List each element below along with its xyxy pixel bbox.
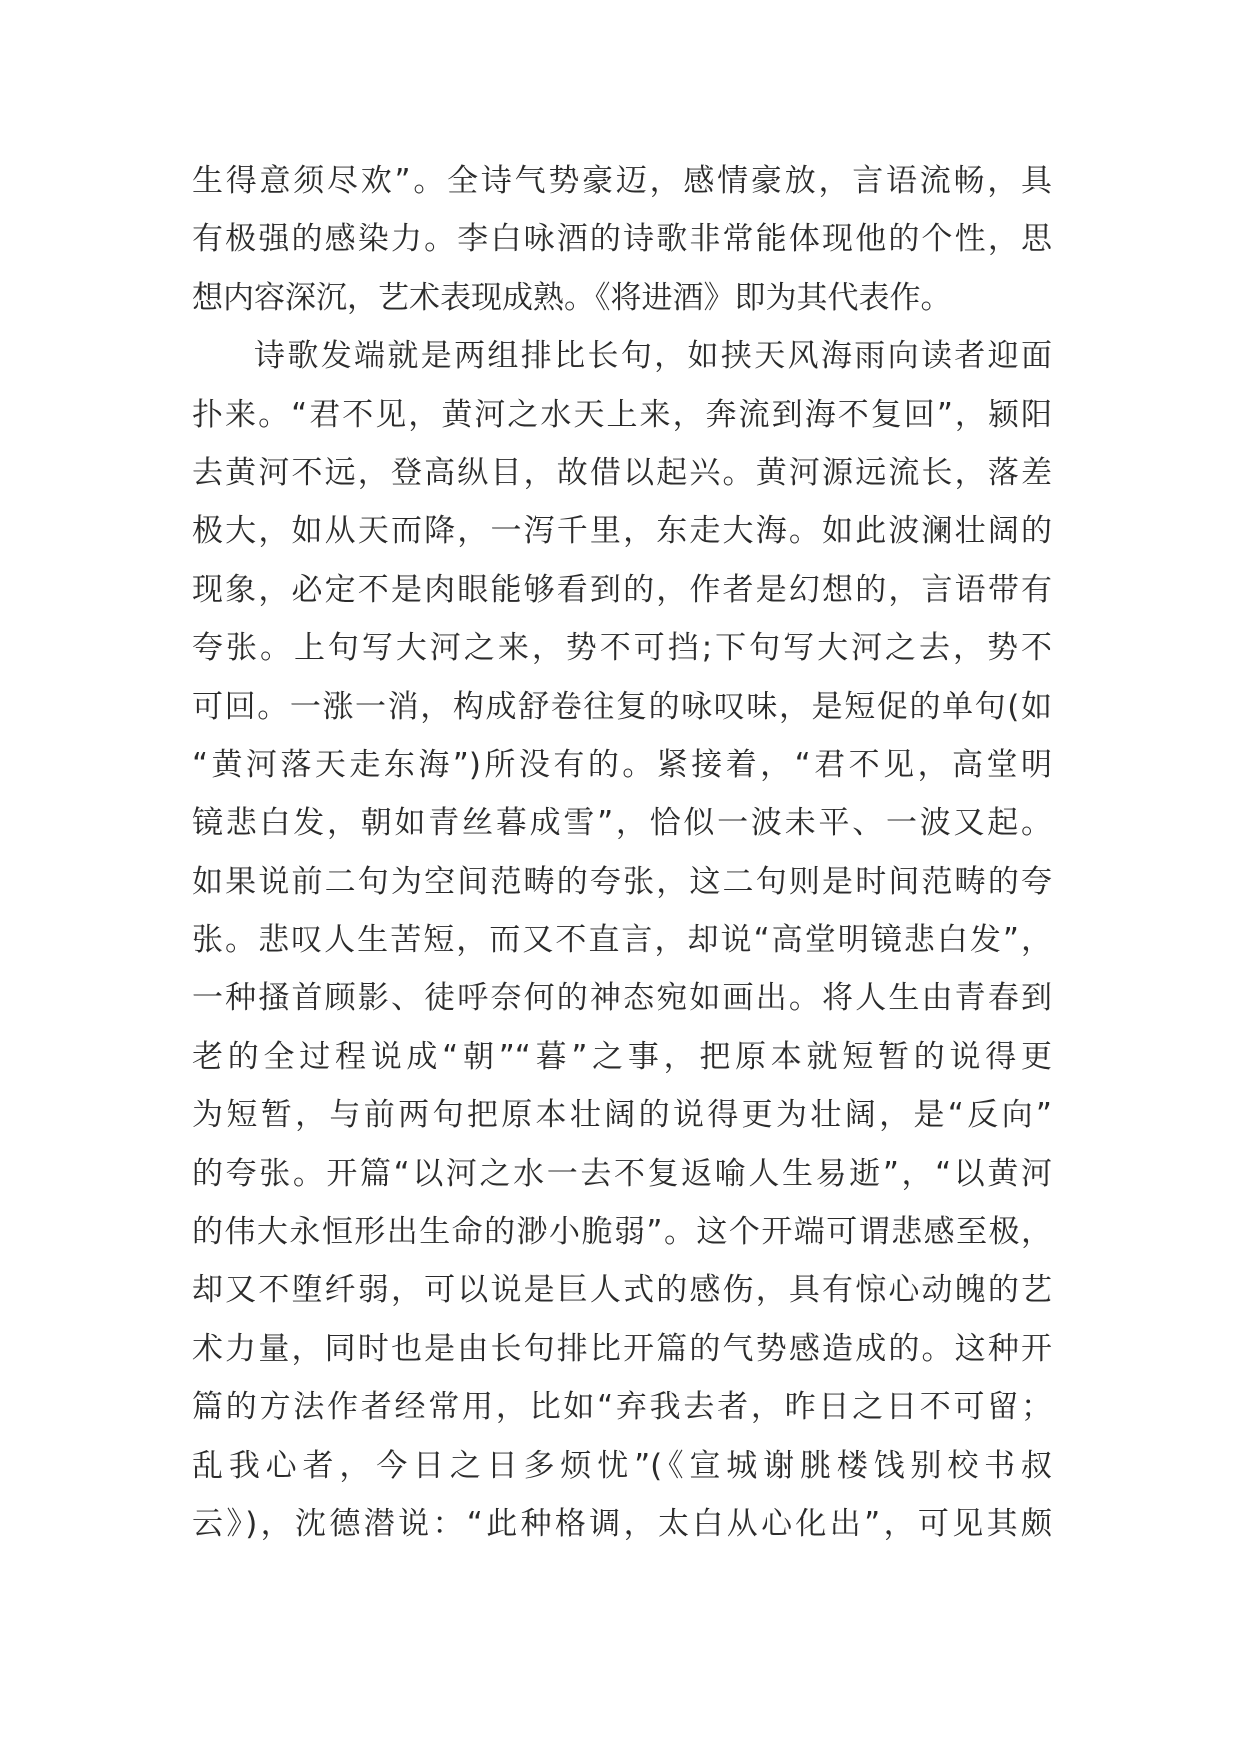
text-line: 张。悲叹人生苦短，而又不直言，却说“高堂明镜悲白发”，	[192, 922, 1052, 959]
text-line: 却又不堕纤弱，可以说是巨人式的感伤，具有惊心动魄的艺	[192, 1272, 1052, 1309]
text-line: 现象，必定不是肉眼能够看到的，作者是幻想的，言语带有	[192, 571, 1052, 608]
text-line: 的伟大永恒形出生命的渺小脆弱”。这个开端可谓悲感至极，	[192, 1214, 1052, 1251]
text-line: 云》)，沈德潜说：“此种格调，太白从心化出”，可见其颇	[192, 1505, 1052, 1542]
text-line: 一种搔首顾影、徒呼奈何的神态宛如画出。将人生由青春到	[192, 980, 1052, 1017]
text-line: 有极强的感染力。李白咏酒的诗歌非常能体现他的个性，思	[192, 221, 1052, 258]
text-line: 如果说前二句为空间范畴的夸张，这二句则是时间范畴的夸	[192, 863, 1052, 900]
text-line: 极大，如从天而降，一泻千里，东走大海。如此波澜壮阔的	[192, 513, 1052, 550]
text-line: 去黄河不远，登高纵目，故借以起兴。黄河源远流长，落差	[192, 454, 1052, 491]
text-line: 篇的方法作者经常用，比如“弃我去者，昨日之日不可留；	[192, 1389, 1052, 1426]
text-line: “黄河落天走东海”)所没有的。紧接着，“君不见，高堂明	[192, 746, 1052, 783]
text-line: 夸张。上句写大河之来，势不可挡;下句写大河之去，势不	[192, 630, 1052, 667]
text-line: 乱我心者，今日之日多烦忧”(《宣城谢朓楼饯别校书叔	[192, 1447, 1052, 1484]
text-line: 生得意须尽欢”。全诗气势豪迈，感情豪放，言语流畅，具	[192, 163, 1052, 199]
body-text	[192, 152, 1052, 1553]
text-line: 为短暂，与前两句把原本壮阔的说得更为壮阔，是“反向”	[192, 1097, 1052, 1134]
text-line: 术力量，同时也是由长句排比开篇的气势感造成的。这种开	[192, 1330, 1052, 1367]
text-line: 镜悲白发，朝如青丝暮成雪”，恰似一波未平、一波又起。	[192, 805, 1052, 842]
text-line: 老的全过程说成“朝”“暮”之事，把原本就短暂的说得更	[192, 1038, 1052, 1075]
paragraph-first-line: 诗歌发端就是两组排比长句，如挟天风海雨向读者迎面	[254, 338, 1052, 375]
text-line: 的夸张。开篇“以河之水一去不复返喻人生易逝”，“以黄河	[192, 1155, 1052, 1192]
text-line: 扑来。“君不见，黄河之水天上来，奔流到海不复回”，颍阳	[192, 396, 1052, 433]
text-line: 想内容深沉，艺术表现成熟。《将进酒》即为其代表作。	[192, 279, 952, 316]
text-line: 可回。一涨一消，构成舒卷往复的咏叹味，是短促的单句(如	[192, 688, 1052, 725]
